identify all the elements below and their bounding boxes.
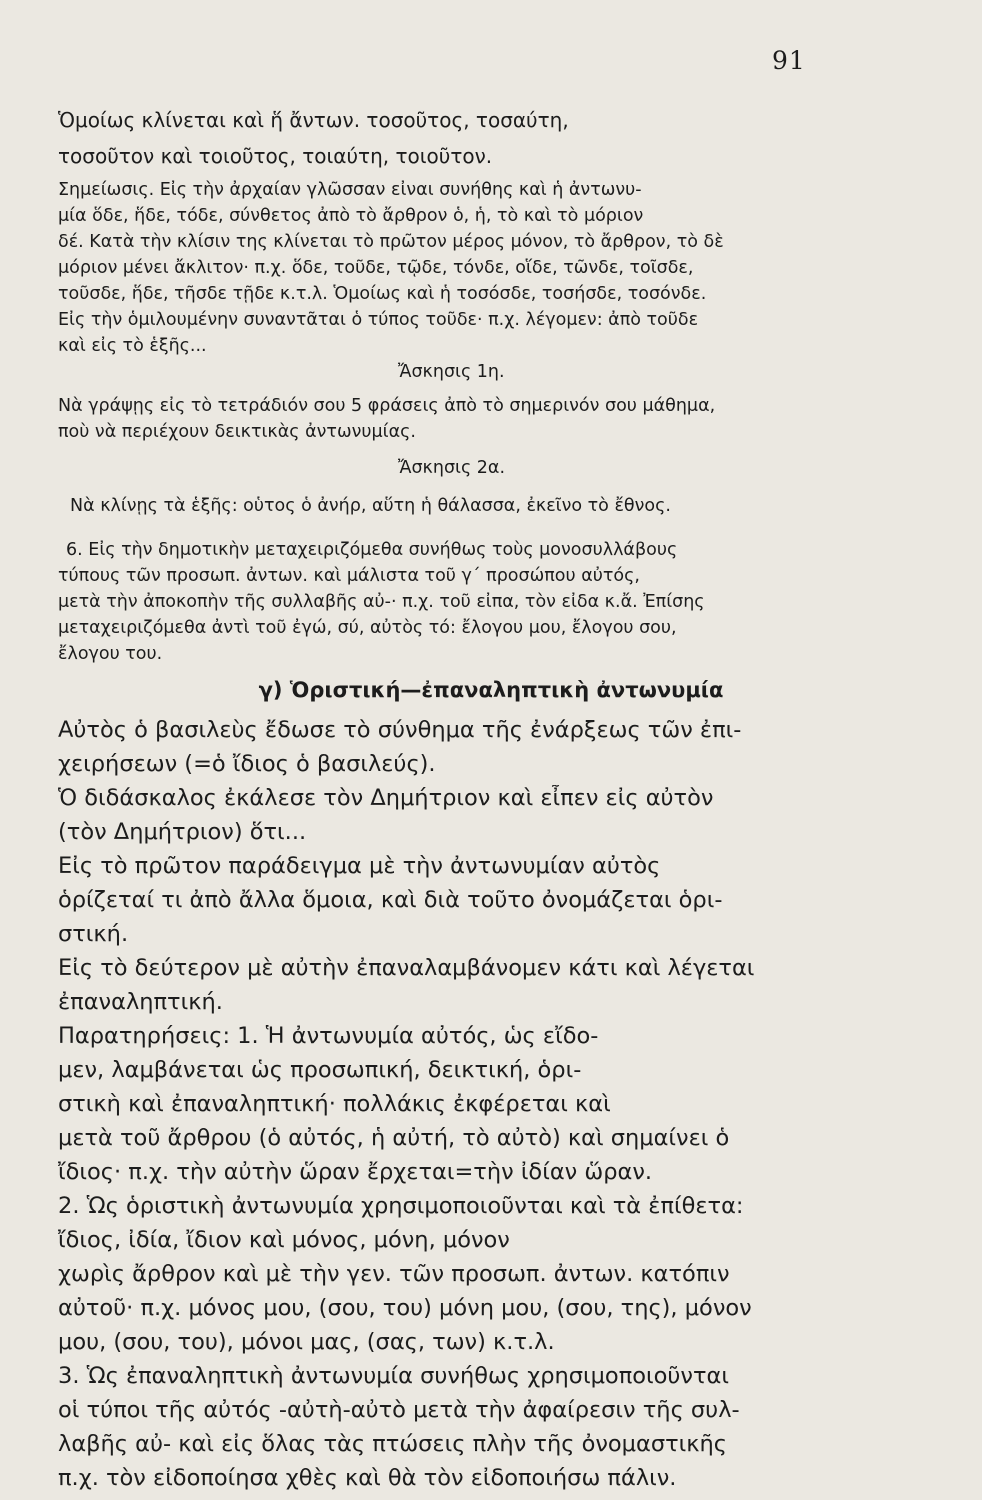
note-line: Νὰ κλίνῃς τὰ ἑξῆς: οὗτος ὁ ἀνήρ, αὕτη ἡ θάλασσα, ἐκεῖνο τὸ ἔθνος. (70, 496, 671, 516)
text-line: Ὁμοίως κλίνεται καὶ ἥ ἄντων. τοσοῦτος, τοσαύτη, (58, 108, 569, 132)
body-line: (τὸν Δημήτριον) ὅτι... (58, 819, 307, 845)
body-line: μου, (σου, του), μόνοι μας, (σας, των) κ.τ.λ. (58, 1329, 555, 1355)
body-line: ὁρίζεταί τι ἀπὸ ἄλλα ὅμοια, καὶ διὰ τοῦτο ὀνομάζεται ὁρι- (58, 887, 723, 913)
note-line: τύπους τῶν προσωπ. ἀντων. καὶ μάλιστα τοῦ γ΄ προσώπου αὐτός, (58, 566, 640, 586)
note-line: μία ὅδε, ἥδε, τόδε, σύνθετος ἀπὸ τὸ ἄρθρον ὁ, ἡ, τὸ καὶ τὸ μόριον (58, 206, 644, 226)
note-line: καὶ εἰς τὸ ἑξῆς... (58, 336, 207, 356)
note-line: 6. Εἰς τὴν δημοτικὴν μεταχειριζόμεθα συνήθως τοὺς μονοσυλλάβους (66, 540, 678, 560)
body-line: μετὰ τοῦ ἄρθρου (ὁ αὐτός, ἡ αὐτή, τὸ αὐτὸ) καὶ σημαίνει ὁ (58, 1125, 730, 1151)
exercise-2-title: Ἄσκησις 2α. (398, 458, 506, 478)
exercise-1-title: Ἄσκησις 1η. (398, 362, 505, 382)
body-line: Παρατηρήσεις: 1. Ἡ ἀντωνυμία αὐτός, ὡς εἴδο- (58, 1023, 599, 1049)
note-line: δέ. Κατὰ τὴν κλίσιν της κλίνεται τὸ πρῶτον μέρος μόνον, τὸ ἄρθρον, τὸ δὲ (58, 232, 724, 252)
section-heading: γ) Ὁριστική—ἐπαναληπτικὴ ἀντωνυμία (258, 678, 724, 702)
body-line: Ὁ διδάσκαλος ἐκάλεσε τὸν Δημήτριον καὶ εἶπεν εἰς αὐτὸν (58, 785, 714, 811)
body-line: στική. (58, 921, 129, 947)
note-line: μόριον μένει ἄκλιτον· π.χ. ὅδε, τοῦδε, τῷδε, τόνδε, οἵδε, τῶνδε, τοῖσδε, (58, 258, 694, 278)
note-line: ἔλογου του. (58, 644, 163, 664)
text-line: τοσοῦτον καὶ τοιοῦτος, τοιαύτη, τοιοῦτον. (58, 144, 493, 168)
note-line: Σημείωσις. Εἰς τὴν ἀρχαίαν γλῶσσαν εἶναι συνήθης καὶ ἡ ἀντωνυ- (58, 180, 642, 200)
body-line: μεν, λαμβάνεται ὡς προσωπική, δεικτική, ὁρι- (58, 1057, 582, 1083)
body-line: ἴδιος· π.χ. τὴν αὐτὴν ὥραν ἔρχεται=τὴν ἰδίαν ὥραν. (58, 1159, 653, 1185)
note-line: μετὰ τὴν ἀποκοπὴν τῆς συλλαβῆς αὐ-· π.χ. τοῦ εἶπα, τὸν εἶδα κ.ἄ. Ἐπίσης (58, 592, 705, 612)
body-line: ἐπαναληπτική. (58, 989, 223, 1015)
note-line: τοῦσδε, ἥδε, τῆσδε τῇδε κ.τ.λ. Ὁμοίως καὶ ἡ τοσόσδε, τοσήσδε, τοσόνδε. (58, 284, 707, 304)
note-line: Εἰς τὴν ὁμιλουμένην συναντᾶται ὁ τύπος τοῦδε· π.χ. λέγομεν: ἀπὸ τοῦδε (58, 310, 699, 330)
body-line: χειρήσεων (=ὁ ἴδιος ὁ βασιλεύς). (58, 751, 436, 777)
body-line: Εἰς τὸ δεύτερον μὲ αὐτὴν ἐπαναλαμβάνομεν κάτι καὶ λέγεται (58, 955, 755, 981)
note-line: ποὺ νὰ περιέχουν δεικτικὰς ἀντωνυμίας. (58, 422, 416, 442)
note-line: μεταχειριζόμεθα ἀντὶ τοῦ ἐγώ, σύ, αὐτὸς τό: ἔλογου μου, ἔλογου σου, (58, 618, 677, 638)
body-line: π.χ. τὸν εἰδοποίησα χθὲς καὶ θὰ τὸν εἰδοποιήσω πάλιν. (58, 1465, 677, 1491)
body-line: Αὐτὸς ὁ βασιλεὺς ἔδωσε τὸ σύνθημα τῆς ἐνάρξεως τῶν ἐπι- (58, 717, 742, 743)
body-line: χωρὶς ἄρθρον καὶ μὲ τὴν γεν. τῶν προσωπ. ἀντων. κατόπιν (58, 1261, 730, 1287)
body-line: αὐτοῦ· π.χ. μόνος μου, (σου, του) μόνη μου, (σου, της), μόνον (58, 1295, 752, 1321)
body-line: ἴδιος, ἰδία, ἴδιον καὶ μόνος, μόνη, μόνον (58, 1227, 510, 1253)
body-line: οἱ τύποι τῆς αὐτός -αὐτὴ-αὐτὸ μετὰ τὴν ἀφαίρεσιν τῆς συλ- (58, 1397, 740, 1423)
page-number: 91 (772, 46, 806, 75)
body-line: λαβῆς αὐ- καὶ εἰς ὅλας τὰς πτώσεις πλὴν τῆς ὀνομαστικῆς (58, 1431, 727, 1457)
body-line: 3. Ὡς ἐπαναληπτικὴ ἀντωνυμία συνήθως χρησιμοποιοῦνται (58, 1363, 729, 1389)
note-line: Νὰ γράψῃς εἰς τὸ τετράδιόν σου 5 φράσεις ἀπὸ τὸ σημερινόν σου μάθημα, (58, 396, 716, 416)
body-line: στικὴ καὶ ἐπαναληπτική· πολλάκις ἐκφέρεται καὶ (58, 1091, 611, 1117)
body-line: 2. Ὡς ὁριστικὴ ἀντωνυμία χρησιμοποιοῦνται καὶ τὰ ἐπίθετα: (58, 1193, 744, 1219)
body-line: Εἰς τὸ πρῶτον παράδειγμα μὲ τὴν ἀντωνυμίαν αὐτὸς (58, 853, 661, 879)
